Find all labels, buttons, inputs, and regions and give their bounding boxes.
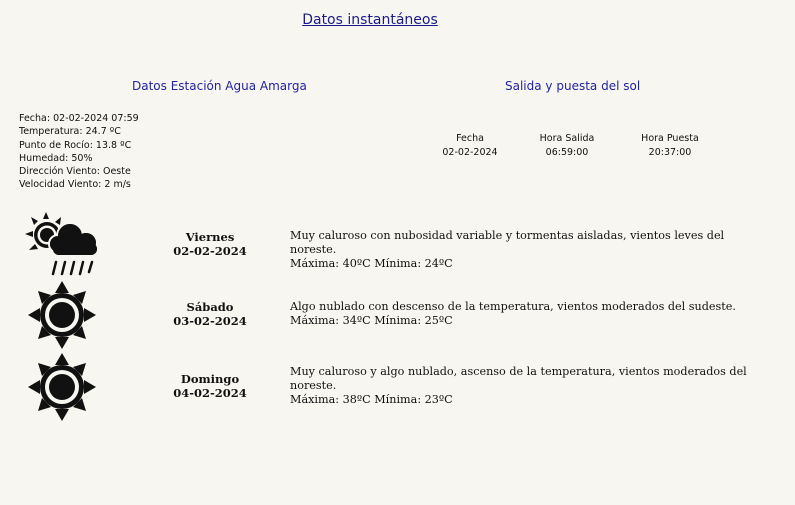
forecast-text xyxy=(290,365,750,407)
sun-col-date xyxy=(430,132,510,159)
forecast-day xyxy=(150,230,270,258)
station-info xyxy=(19,112,139,192)
forecast-text xyxy=(290,229,750,271)
sun-icon xyxy=(24,280,104,350)
forecast-date: 04-02-2024 xyxy=(173,386,247,400)
forecast-day-name: Domingo xyxy=(180,372,240,386)
sun-cloud-rain-icon xyxy=(24,210,104,280)
sun-header-sunset: Hora Puesta xyxy=(641,133,699,144)
sun-col-sunrise xyxy=(527,132,607,159)
sun-header-date: Fecha xyxy=(456,133,484,144)
sun-value-sunrise: 06:59:00 xyxy=(545,146,589,158)
sun-header-sunrise: Hora Salida xyxy=(539,133,595,144)
forecast-description: Muy caluroso y algo nublado, ascenso de la temperatura, vientos moderados del noreste. xyxy=(290,365,747,392)
forecast-description: Algo nublado con descenso de la temperatura, vientos moderados del sudeste. xyxy=(290,300,736,313)
station-wind-speed: Velocidad Viento: 2 m/s xyxy=(19,179,131,191)
forecast-temps: Máxima: 38ºC Mínima: 23ºC xyxy=(290,393,453,406)
forecast-description: Muy caluroso con nubosidad variable y tormentas aisladas, vientos leves del noreste. xyxy=(290,229,725,256)
sun-col-sunset xyxy=(630,132,710,159)
sun-icon xyxy=(24,352,104,422)
station-title: Datos Estación Agua Amarga xyxy=(132,79,307,93)
station-dew-point: Punto de Rocío: 13.8 ºC xyxy=(19,139,132,151)
station-wind-direction: Dirección Viento: Oeste xyxy=(19,166,131,178)
page-title-link[interactable]: Datos instantáneos xyxy=(302,12,438,28)
sun-value-sunset: 20:37:00 xyxy=(648,146,692,158)
forecast-day xyxy=(150,372,270,400)
forecast-row xyxy=(0,352,795,422)
sun-value-date: 02-02-2024 xyxy=(442,146,498,158)
station-humidity: Humedad: 50% xyxy=(19,152,93,164)
sun-title: Salida y puesta del sol xyxy=(505,79,641,93)
forecast-row xyxy=(0,280,795,350)
forecast-temps: Máxima: 40ºC Mínima: 24ºC xyxy=(290,257,453,270)
station-temperature: Temperatura: 24.7 ºC xyxy=(19,126,121,138)
station-date: Fecha: 02-02-2024 07:59 xyxy=(19,113,139,124)
forecast-text xyxy=(290,300,750,328)
forecast-date: 02-02-2024 xyxy=(173,244,247,258)
forecast-row xyxy=(0,210,795,280)
forecast-day xyxy=(150,300,270,328)
forecast-temps: Máxima: 34ºC Mínima: 25ºC xyxy=(290,314,453,327)
forecast-day-name: Viernes xyxy=(185,230,235,244)
forecast-date: 03-02-2024 xyxy=(173,314,247,328)
forecast-day-name: Sábado xyxy=(186,300,234,314)
